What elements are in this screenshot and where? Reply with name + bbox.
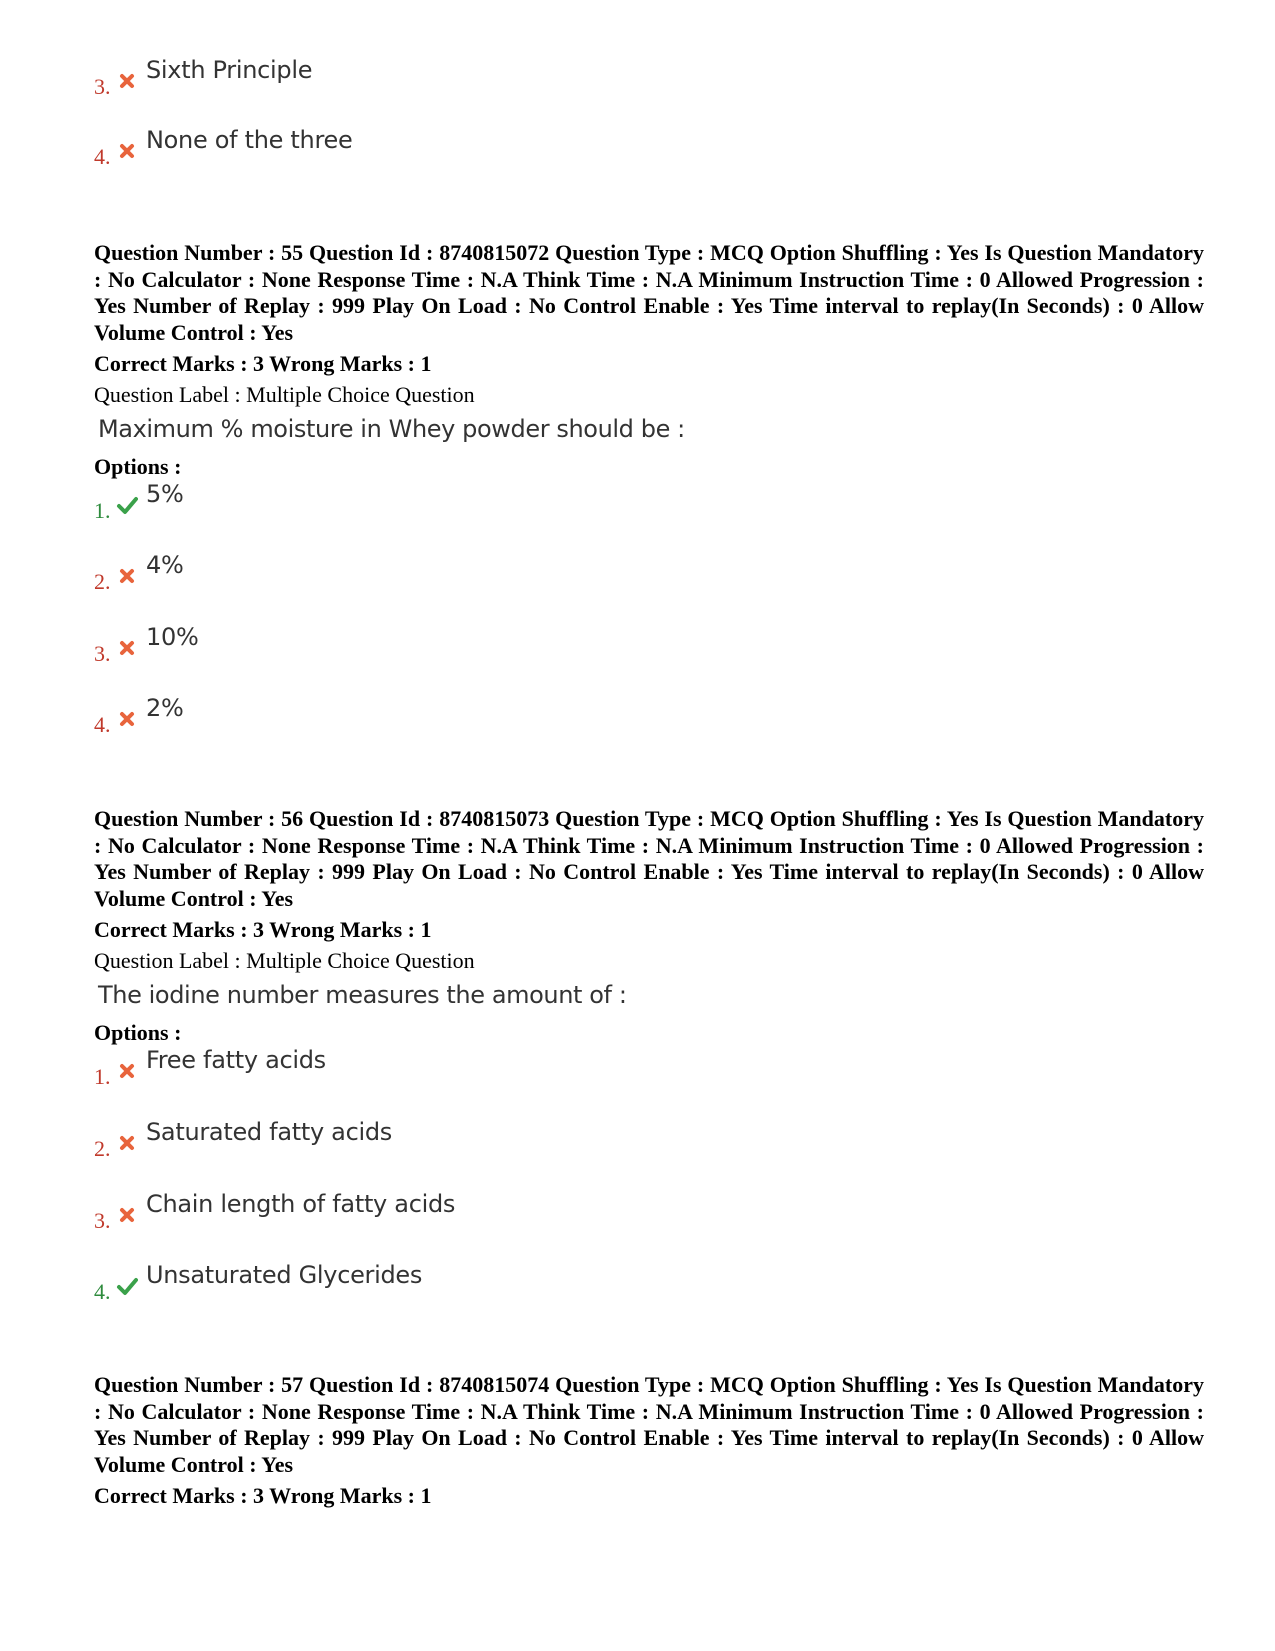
cross-icon [116,1204,138,1226]
question-text: Maximum % moisture in Whey powder should be : [98,415,685,443]
option-number: 4. [94,712,111,737]
question-meta: Question Number : 55 Question Id : 8740815072 Question Type : MCQ Option Shuffling : Yes Is Question Mandatory : No Calculator : None Response Time : N.A Think Time : N.A Minimum Instruction Time : 0 Allowed Progression : Yes Number of Replay : 999 Play On Load : No Control Enable : Yes Time interval to replay(In Seconds) : 0 Allow Volume Control : Yes [94,240,1204,345]
question-marks: Correct Marks : 3 Wrong Marks : 1 [94,917,432,942]
option-item [94,553,183,593]
option-text: 5% [146,480,184,508]
question-block [94,806,1204,1048]
option-text: Unsaturated Glycerides [146,1261,423,1289]
option-number: 2. [94,569,111,594]
option-item [94,1048,326,1088]
option-item [94,58,312,98]
option-item [94,696,183,736]
cross-icon [116,140,138,162]
option-text: 4% [146,551,184,579]
option-number: 3. [94,74,111,99]
question-marks: Correct Marks : 3 Wrong Marks : 1 [94,1483,432,1508]
cross-icon [116,70,138,92]
option-text: Saturated fatty acids [146,1118,392,1146]
option-item [94,128,352,168]
option-text: Sixth Principle [146,56,313,84]
option-text: Chain length of fatty acids [146,1190,456,1218]
question-marks: Correct Marks : 3 Wrong Marks : 1 [94,351,432,376]
option-text: 10% [146,623,199,651]
question-label: Question Label : Multiple Choice Question [94,948,475,973]
question-label: Question Label : Multiple Choice Question [94,382,475,407]
cross-icon [116,708,138,730]
option-number: 1. [94,1064,111,1089]
option-number: 3. [94,1208,111,1233]
option-item [94,625,198,665]
question-block [94,240,1204,482]
check-icon [116,494,138,516]
cross-icon [116,1132,138,1154]
options-heading: Options : [94,1020,182,1045]
option-text: None of the three [146,126,353,154]
options-heading: Options : [94,454,182,479]
option-item [94,1192,455,1232]
question-text: The iodine number measures the amount of : [98,981,627,1009]
option-number: 2. [94,1136,111,1161]
cross-icon [116,1060,138,1082]
option-number: 4. [94,1279,111,1304]
option-text: 2% [146,694,184,722]
option-text: Free fatty acids [146,1046,326,1074]
cross-icon [116,565,138,587]
option-item [94,1263,422,1303]
cross-icon [116,637,138,659]
option-number: 4. [94,144,111,169]
option-number: 1. [94,498,111,523]
option-number: 3. [94,641,111,666]
question-meta: Question Number : 56 Question Id : 8740815073 Question Type : MCQ Option Shuffling : Yes Is Question Mandatory : No Calculator : None Response Time : N.A Think Time : N.A Minimum Instruction Time : 0 Allowed Progression : Yes Number of Replay : 999 Play On Load : No Control Enable : Yes Time interval to replay(In Seconds) : 0 Allow Volume Control : Yes [94,806,1204,911]
question-meta: Question Number : 57 Question Id : 8740815074 Question Type : MCQ Option Shuffling : Yes Is Question Mandatory : No Calculator : None Response Time : N.A Think Time : N.A Minimum Instruction Time : 0 Allowed Progression : Yes Number of Replay : 999 Play On Load : No Control Enable : Yes Time interval to replay(In Seconds) : 0 Allow Volume Control : Yes [94,1372,1204,1477]
question-block [94,1372,1204,1510]
check-icon [116,1275,138,1297]
option-item [94,482,183,522]
option-item [94,1120,392,1160]
